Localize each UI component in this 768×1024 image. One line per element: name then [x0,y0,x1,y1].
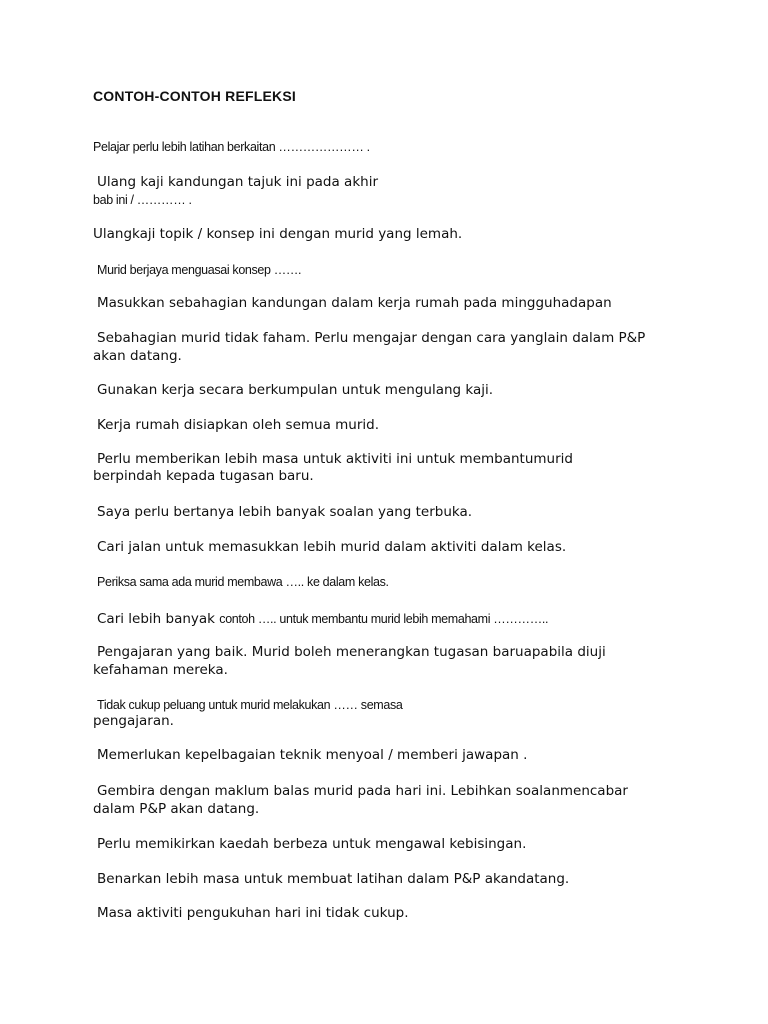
reflection-line: Benarkan lebih masa untuk membuat latihan dalam P&P akandatang. [97,871,570,887]
reflection-line: kefahaman mereka. [93,662,228,678]
reflection-line: Gembira dengan maklum balas murid pada hari ini. Lebihkan soalanmencabar [97,783,628,799]
reflection-line: Ulang kaji kandungan tajuk ini pada akhir [97,174,379,190]
reflection-line: Gunakan kerja secara berkumpulan untuk mengulang kaji. [97,382,494,398]
reflection-line: Masa aktiviti pengukuhan hari ini tidak cukup. [97,905,409,921]
reflection-line [97,610,548,627]
reflection-line: akan datang. [93,348,182,364]
page-title: CONTOH-CONTOH REFLEKSI [93,88,296,104]
reflection-line: pengajaran. [93,713,174,729]
reflection-line: Pengajaran yang baik. Murid boleh menerangkan tugasan baruapabila diuji [97,644,606,660]
reflection-line: Ulangkaji topik / konsep ini dengan murid yang lemah. [93,226,463,242]
reflection-line: Tidak cukup peluang untuk murid melakukan …… semasa [97,698,403,712]
reflection-line-end: contoh ….. untuk membantu murid lebih memahami ………….. [219,612,549,626]
reflection-line: dalam P&P akan datang. [93,801,260,817]
reflection-line: berpindah kepada tugasan baru. [93,468,314,484]
reflection-line: Kerja rumah disiapkan oleh semua murid. [97,417,380,433]
reflection-line-start: Cari lebih banyak [97,611,220,627]
reflection-line: Cari jalan untuk memasukkan lebih murid dalam aktiviti dalam kelas. [97,539,567,555]
reflection-line: Periksa sama ada murid membawa ….. ke dalam kelas. [97,575,389,589]
reflection-line: Sebahagian murid tidak faham. Perlu mengajar dengan cara yanglain dalam P&P [97,330,646,346]
reflection-line: Memerlukan kepelbagaian teknik menyoal / memberi jawapan . [97,747,528,763]
reflection-line: Perlu memberikan lebih masa untuk aktiviti ini untuk membantumurid [97,451,573,467]
reflection-line: bab ini / ………… . [93,193,192,207]
reflection-line: Saya perlu bertanya lebih banyak soalan yang terbuka. [97,504,473,520]
reflection-line: Masukkan sebahagian kandungan dalam kerja rumah pada mingguhadapan [97,295,612,311]
reflection-line: Pelajar perlu lebih latihan berkaitan ………………… . [93,140,370,154]
reflection-line: Murid berjaya menguasai konsep ……. [97,263,302,277]
reflection-line: Perlu memikirkan kaedah berbeza untuk mengawal kebisingan. [97,836,527,852]
